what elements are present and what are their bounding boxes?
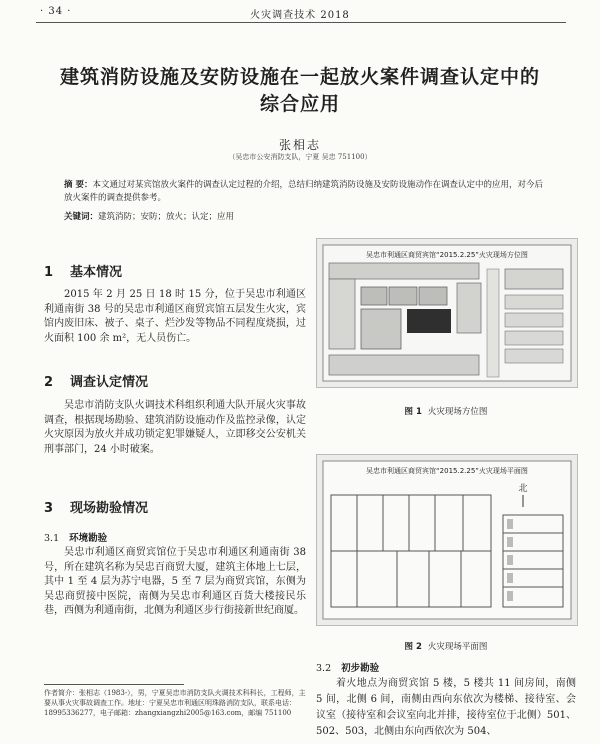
section-1-number: 1	[44, 265, 54, 280]
section-1-heading	[44, 261, 306, 280]
section-3-1-title: 环境勘验	[69, 533, 108, 544]
figure-1-label: 图 1	[404, 407, 422, 417]
section-3-heading	[44, 497, 306, 516]
footnote-rule	[44, 684, 184, 685]
figure-2-caption-text: 火灾现场平面图	[427, 642, 488, 652]
header-rule	[36, 22, 566, 23]
section-2-text: 吴忠市消防支队火调技术科组织利通大队开展火灾事故调查，根据现场勘验、建筑消防设施动作及监控录像，认定火灾原因为放火并成功锁定犯罪嫌疑人，立即移交公安机关刑事部门，24 小时破案。	[44, 400, 306, 455]
section-1-text: 2015 年 2 月 25 日 18 时 15 分，位于吴忠市利通区利通南街 38 号的吴忠市利通区商贸宾馆五层发生火灾，宾馆内废旧床、被子、桌子、烂沙发等物品不同程度烧损，过火面积 100 余 m²，无人员伤亡。	[44, 289, 306, 344]
figure-1-caption-text: 火灾现场方位图	[427, 407, 488, 417]
paper-title: 建筑消防设施及安防设施在一起放火案件调查认定中的综合应用	[60, 66, 541, 115]
section-2-heading	[44, 371, 306, 390]
section-3-1-number: 3.1	[44, 533, 60, 544]
author-footnote: 作者简介：张相志（1983-），男，宁夏吴忠市消防支队火调技术科科长，工程师，主要从事火灾事故调查工作。地址：宁夏吴忠市利通区明珠路消防支队，联系电话：18995336277，电子邮箱：zhangxiangzhi2005@163.com，邮编 751100	[44, 689, 306, 717]
section-1-title: 基本情况	[70, 265, 123, 280]
fire-floor-plan	[317, 455, 577, 625]
section-3-1-text: 吴忠市利通区商贸宾馆位于吴忠市利通区利通南街 38 号，所在建筑名称为吴忠百商贸大厦，建筑主体地上七层，其中 1 至 4 层为苏宁电器，5 至 7 层为商贸宾馆，东侧为吴忠商贸接中医院，南侧为吴忠市利通区百货大楼接民乐巷，西侧为利通南街，北侧为利通区步行街接新世纪商厦。	[44, 547, 306, 616]
section-3-2-text: 着火地点为商贸宾馆 5 楼，5 楼共 11 间房间，南侧 5 间，北侧 6 间，南侧由西向东依次为楼梯、接待室、会议室（接待室和会议室向北并排，接待室位于北侧）501、502、503，北侧由东向西依次为 504、	[316, 678, 576, 737]
section-3-2-number: 3.2	[316, 663, 332, 674]
site-location-map	[317, 239, 577, 387]
keywords-label: 关键词：	[64, 212, 99, 222]
section-3-2-title: 初步勘验	[341, 663, 380, 674]
figure-2-map-title: 吴忠市利通区商贸宾馆“2015.2.25”火灾现场平面图	[366, 467, 528, 475]
section-3-1-heading	[44, 530, 306, 544]
section-3-title: 现场勘验情况	[70, 501, 149, 516]
abstract-text: 本文通过对某宾馆放火案件的调查认定过程的介绍，总结归纳建筑消防设施及安防设施动作在调查认定中的应用，对今后放火案件的调查提供参考。	[64, 180, 543, 203]
figure-1-map-title: 吴忠市利通区商贸宾馆“2015.2.25”火灾现场方位图	[366, 251, 528, 259]
journal-name: 火灾调查技术 2018	[250, 10, 350, 21]
section-3-2-heading	[316, 660, 576, 674]
abstract	[64, 179, 544, 205]
figure-2-caption	[316, 640, 576, 652]
figure-2-label: 图 2	[404, 642, 422, 652]
section-2-number: 2	[44, 375, 54, 390]
section-3-number: 3	[44, 501, 54, 516]
figure-2-image	[316, 454, 578, 626]
keywords-text: 建筑消防；安防；放火；认定；应用	[98, 212, 235, 222]
affiliation: （吴忠市公安消防支队，宁夏 吴忠 751100）	[228, 153, 372, 161]
author: 张相志	[278, 138, 321, 152]
abstract-label: 摘 要：	[64, 180, 93, 190]
page-number: · 34 ·	[40, 6, 72, 17]
figure-1-caption	[316, 405, 576, 417]
section-2-title: 调查认定情况	[70, 375, 149, 390]
north-label: 北	[518, 484, 528, 494]
figure-1-image	[316, 238, 578, 388]
keywords	[64, 210, 544, 222]
